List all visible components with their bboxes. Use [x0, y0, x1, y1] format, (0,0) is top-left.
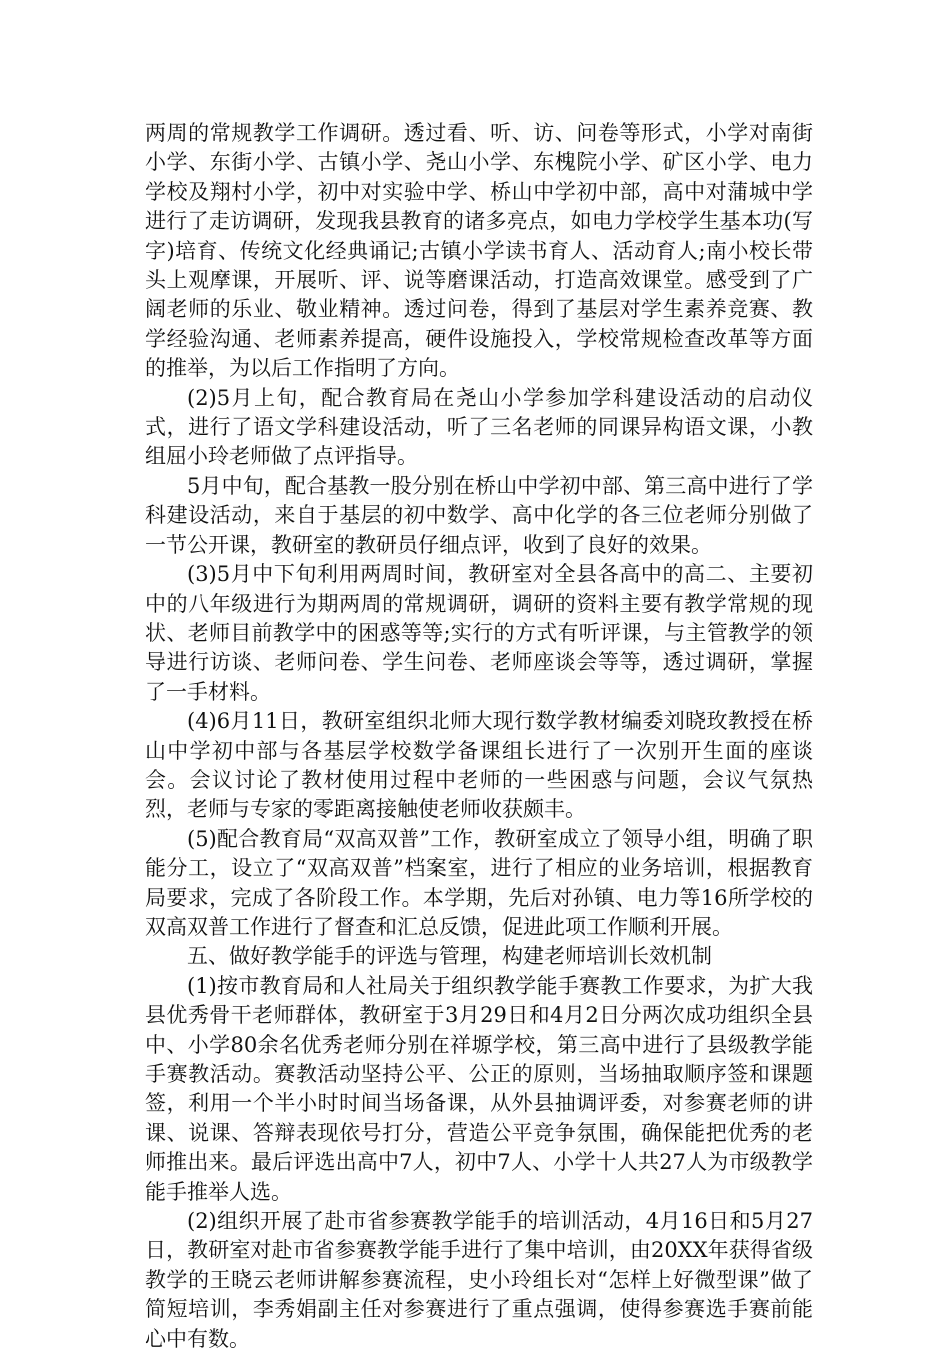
paragraph-1: 两周的常规教学工作调研。透过看、听、访、问卷等形式，小学对南街小学、东街小学、古镇小学、尧山小学、东槐院小学、矿区小学、电力学校及翔村小学，初中对实验中学、桥山中学初中部，高中对蒲城中学进行了走访调研，发现我县教育的诸多亮点，如电力学校学生基本功(写字)培育、传统文化经典诵记;古镇小学读书育人、活动育人;南小校长带头上观摩课，开展听、评、说等磨课活动，打造高效课堂。感受到了广阔老师的乐业、敬业精神。透过问卷，得到了基层对学生素养竞赛、教学经验沟通、老师素养提高，硬件设施投入，学校常规检查改革等方面的推举，为以后工作指明了方向。: [145, 121, 813, 381]
paragraph-6: (5)配合教育局“双高双普”工作，教研室成立了领导小组，明确了职能分工，设立了“双高双普”档案室，进行了相应的业务培训，根据教育局要求，完成了各阶段工作。本学期，先后对孙镇、电力等16所学校的双高双普工作进行了督查和汇总反馈，促进此项工作顺利开展。: [145, 826, 813, 939]
document-body: [145, 119, 813, 1354]
paragraph-3: 5月中旬，配合基教一股分别在桥山中学初中部、第三高中进行了学科建设活动，来自于基层的初中数学、高中化学的各三位老师分别做了一节公开课，教研室的教研员仔细点评，收到了良好的效果。: [145, 473, 813, 557]
section-heading-5: 五、做好教学能手的评选与管理，构建老师培训长效机制: [187, 944, 712, 969]
paragraph-8: (2)组织开展了赴市省参赛教学能手的培训活动，4月16日和5月27日，教研室对赴市省参赛教学能手进行了集中培训，由20XX年获得省级教学的王晓云老师讲解参赛流程，史小玲组长对“怎样上好微型课”做了简短培训，李秀娟副主任对参赛进行了重点强调，使得参赛选手赛前能心中有数。: [145, 1209, 813, 1351]
paragraph-7: (1)按市教育局和人社局关于组织教学能手赛教工作要求，为扩大我县优秀骨干老师群体，教研室于3月29日和4月2日分两次成功组织全县中、小学80余名优秀老师分别在祥塬学校，第三高中进行了县级教学能手赛教活动。赛教活动坚持公平、公正的原则，当场抽取顺序签和课题签，利用一个半小时时间当场备课，从外县抽调评委，对参赛老师的讲课、说课、答辩表现依号打分，营造公平竞争氛围，确保能把优秀的老师推出来。最后评选出高中7人，初中7人、小学十人共27人为市级教学能手推举人选。: [145, 973, 813, 1204]
paragraph-5: (4)6月11日，教研室组织北师大现行数学教材编委刘晓玫教授在桥山中学初中部与各基层学校数学备课组长进行了一次别开生面的座谈会。会议讨论了教材使用过程中老师的一些困惑与问题，会议气氛热烈，老师与专家的零距离接触使老师收获颇丰。: [145, 709, 813, 822]
paragraph-2: (2)5月上旬，配合教育局在尧山小学参加学科建设活动的启动仪式，进行了语文学科建设活动，听了三名老师的同课异构语文课，小教组屈小玲老师做了点评指导。: [145, 385, 813, 469]
paragraph-4: (3)5月中下旬利用两周时间，教研室对全县各高中的高二、主要初中的八年级进行为期两周的常规调研，调研的资料主要有教学常规的现状、老师目前教学中的困惑等等;实行的方式有听评课，与主管教学的领导进行访谈、老师问卷、学生问卷、老师座谈会等等，透过调研，掌握了一手材料。: [145, 562, 813, 704]
